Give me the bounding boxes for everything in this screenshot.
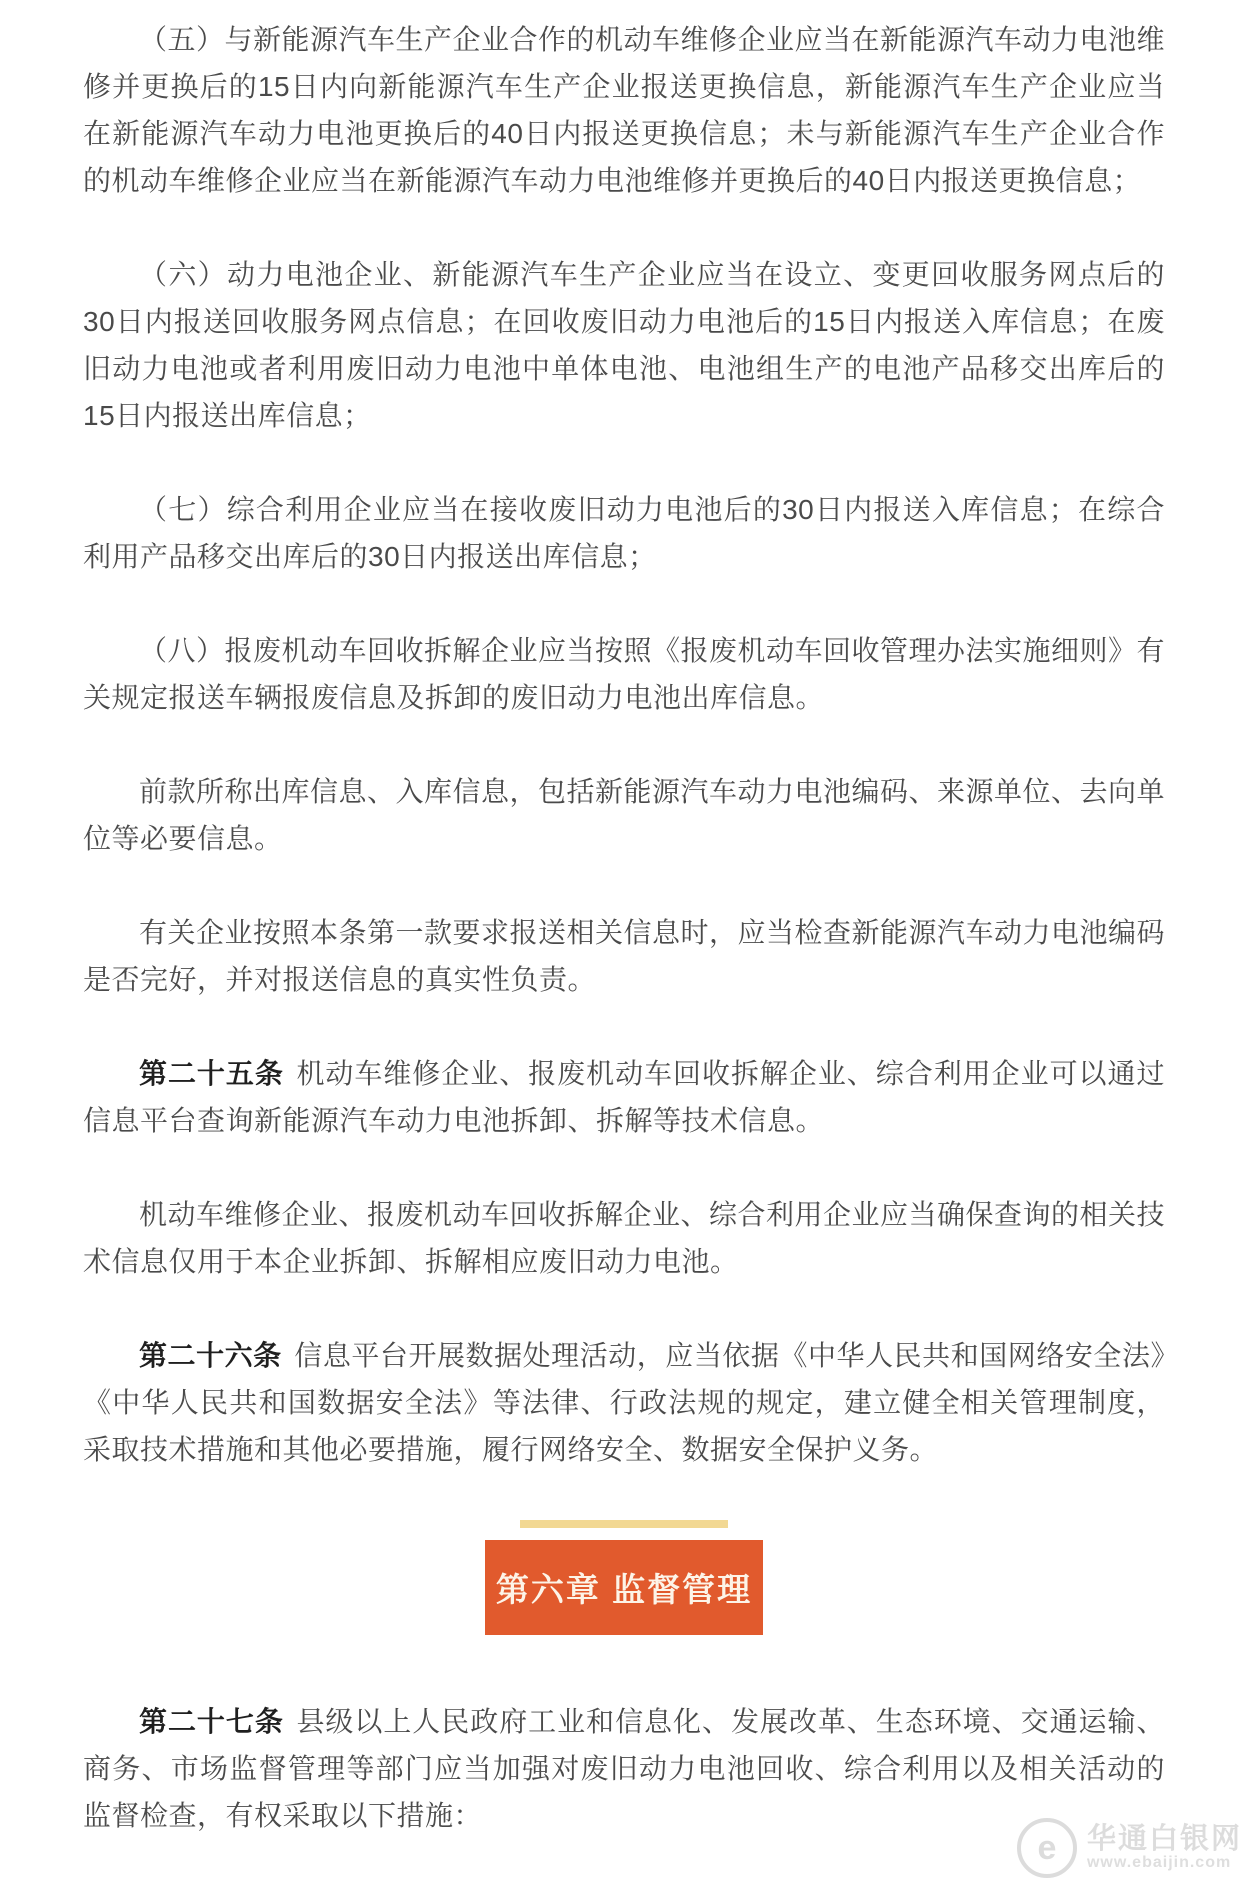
article-25-paragraph — [83, 1050, 1165, 1144]
watermark-site-url: www.ebaijin.com — [1086, 1853, 1232, 1871]
paragraph-text: 机动车维修企业、报废机动车回收拆解企业、综合利用企业应当确保查询的相关技术信息仅用于本企业拆卸、拆解相应废旧动力电池。 — [83, 1199, 1166, 1277]
article-27-paragraph — [83, 1698, 1165, 1839]
clause-paragraph-7 — [83, 486, 1165, 580]
paragraph-text: （五）与新能源汽车生产企业合作的机动车维修企业应当在新能源汽车动力电池维修并更换后的15日内向新能源汽车生产企业报送更换信息，新能源汽车生产企业应当在新能源汽车动力电池更换后的40日内报送更换信息；未与新能源汽车生产企业合作的机动车维修企业应当在新能源汽车动力电池维修并更换后的40日内报送更换信息； — [83, 24, 1166, 196]
site-watermark — [1017, 1818, 1242, 1878]
article-26-paragraph — [83, 1332, 1165, 1473]
article-25-paragraph-2 — [83, 1191, 1165, 1285]
paragraph-text: （八）报废机动车回收拆解企业应当按照《报废机动车回收管理办法实施细则》有关规定报送车辆报废信息及拆卸的废旧动力电池出库信息。 — [83, 635, 1166, 713]
chapter-6-banner — [485, 1540, 763, 1635]
chapter-accent-bar — [520, 1520, 728, 1528]
paragraph-text: 前款所称出库信息、入库信息，包括新能源汽车动力电池编码、来源单位、去向单位等必要信息。 — [83, 776, 1166, 854]
paragraph-text: （七）综合利用企业应当在接收废旧动力电池后的30日内报送入库信息；在综合利用产品移交出库后的30日内报送出库信息； — [83, 494, 1165, 572]
paragraph-text: 信息平台开展数据处理活动，应当依据《中华人民共和国网络安全法》《中华人民共和国数据安全法》等法律、行政法规的规定，建立健全相关管理制度，采取技术措施和其他必要措施，履行网络安全、数据安全保护义务。 — [83, 1340, 1165, 1465]
article-25-number: 第二十五条 — [139, 1058, 284, 1089]
clause-paragraph-6 — [83, 251, 1165, 439]
watermark-text-block — [1087, 1824, 1242, 1871]
watermark-logo-letter: e — [1037, 1828, 1057, 1867]
chapter-6-title: 第六章 监督管理 — [495, 1571, 753, 1608]
article-27-number: 第二十七条 — [139, 1706, 284, 1737]
paragraph-inbound-outbound-info — [83, 768, 1165, 862]
paragraph-text: （六）动力电池企业、新能源汽车生产企业应当在设立、变更回收服务网点后的30日内报送回收服务网点信息；在回收废旧动力电池后的15日内报送入库信息；在废旧动力电池或者利用废旧动力电池中单体电池、电池组生产的电池产品移交出库后的15日内报送出库信息； — [83, 259, 1165, 431]
paragraph-text: 有关企业按照本条第一款要求报送相关信息时，应当检查新能源汽车动力电池编码是否完好，并对报送信息的真实性负责。 — [83, 917, 1166, 995]
paragraph-reporting-responsibility — [83, 909, 1165, 1003]
watermark-site-name: 华通白银网 — [1086, 1823, 1242, 1856]
paragraph-text: 机动车维修企业、报废机动车回收拆解企业、综合利用企业可以通过信息平台查询新能源汽车动力电池拆卸、拆解等技术信息。 — [83, 1058, 1165, 1136]
chapter-heading-block — [83, 1520, 1165, 1635]
watermark-logo-icon — [1017, 1818, 1077, 1878]
paragraph-text: 县级以上人民政府工业和信息化、发展改革、生态环境、交通运输、商务、市场监督管理等部门应当加强对废旧动力电池回收、综合利用以及相关活动的监督检查，有权采取以下措施： — [83, 1706, 1165, 1831]
article-26-number: 第二十六条 — [139, 1340, 282, 1371]
clause-paragraph-8 — [83, 627, 1165, 721]
clause-paragraph-5 — [83, 16, 1165, 204]
